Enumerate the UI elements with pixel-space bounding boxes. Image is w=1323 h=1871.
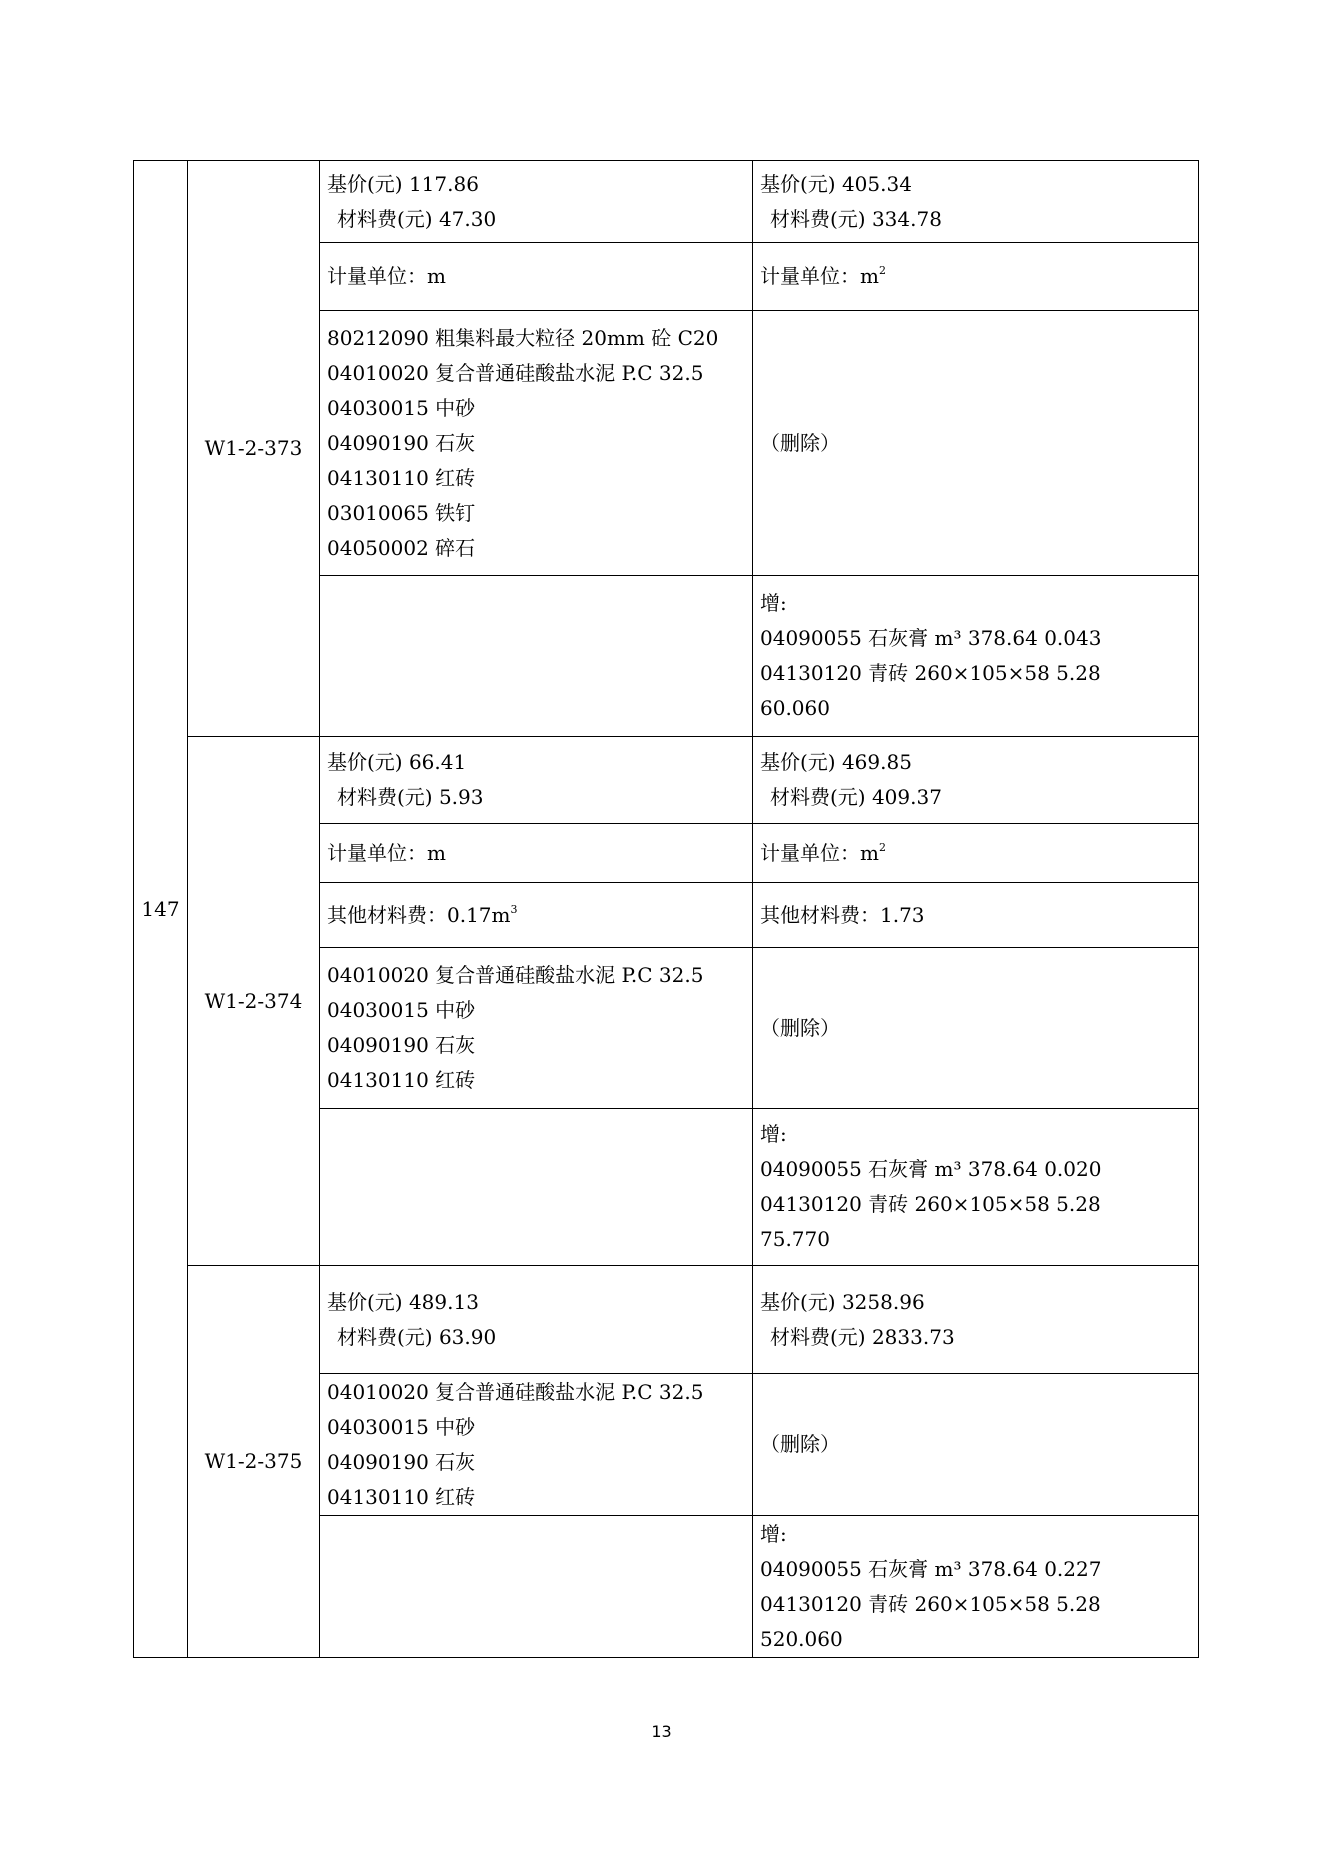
original-unit: 计量单位：m — [320, 243, 753, 311]
revised-material-cost: 材料费(元) 409.37 — [770, 785, 942, 809]
material-line: 04030015 中砂 — [327, 1414, 476, 1439]
revised-price-cell — [753, 161, 1199, 243]
original-price-cell — [320, 1266, 753, 1374]
added-line: 04130120 青砖 260×105×58 5.28 — [760, 661, 1101, 685]
revised-price-cell — [753, 1266, 1199, 1374]
original-unit: 计量单位：m — [320, 824, 753, 883]
material-line: 04130110 红砖 — [327, 1068, 476, 1092]
original-material-cost: 材料费(元) 63.90 — [337, 1324, 497, 1349]
revised-material-cost: 材料费(元) 2833.73 — [770, 1324, 955, 1349]
material-line: 04130110 红砖 — [327, 1484, 476, 1509]
page-number: 13 — [651, 1722, 672, 1741]
added-materials-cell — [753, 576, 1199, 737]
added-materials-cell — [753, 1516, 1199, 1658]
empty-cell — [320, 576, 753, 737]
table-row — [134, 161, 1199, 243]
added-line: 75.770 — [760, 1227, 830, 1251]
revised-price-cell — [753, 737, 1199, 824]
material-line: 04130110 红砖 — [327, 465, 476, 490]
added-line: 520.060 — [760, 1626, 843, 1651]
original-materials-cell — [320, 948, 753, 1109]
added-label: 增: — [760, 1122, 787, 1146]
quota-code: W1-2-374 — [188, 737, 320, 1266]
material-line: 04010020 复合普通硅酸盐水泥 P.C 32.5 — [327, 360, 704, 385]
material-line: 04050002 碎石 — [327, 535, 476, 560]
revised-base-price: 基价(元) 405.34 — [760, 171, 912, 196]
original-price-cell — [320, 737, 753, 824]
added-line: 04130120 青砖 260×105×58 5.28 — [760, 1192, 1101, 1216]
revised-material-cost: 材料费(元) 334.78 — [770, 206, 942, 231]
deleted-note: （删除） — [753, 1374, 1199, 1516]
original-base-price: 基价(元) 66.41 — [327, 750, 467, 774]
original-base-price: 基价(元) 117.86 — [327, 171, 479, 196]
added-line: 04090055 石灰膏 m³ 378.64 0.043 — [760, 626, 1102, 650]
material-line: 04030015 中砂 — [327, 395, 476, 420]
added-label: 增: — [760, 591, 787, 615]
revised-base-price: 基价(元) 469.85 — [760, 750, 912, 774]
deleted-note: （删除） — [753, 948, 1199, 1109]
original-materials-cell — [320, 311, 753, 576]
added-materials-cell — [753, 1109, 1199, 1266]
item-index: 147 — [134, 161, 188, 1658]
added-line: 04090055 石灰膏 m³ 378.64 0.227 — [760, 1556, 1102, 1581]
empty-cell — [320, 1109, 753, 1266]
revised-unit: 计量单位：$m^2$ — [753, 824, 1199, 883]
original-base-price: 基价(元) 489.13 — [327, 1289, 479, 1314]
original-materials-cell — [320, 1374, 753, 1516]
material-line: 04030015 中砂 — [327, 998, 476, 1022]
original-material-cost: 材料费(元) 5.93 — [337, 785, 484, 809]
material-line: 04090190 石灰 — [327, 1033, 476, 1057]
material-line: 04090190 石灰 — [327, 430, 476, 455]
added-line: 04090055 石灰膏 m³ 378.64 0.020 — [760, 1157, 1102, 1181]
revised-other-cost: 其他材料费：1.73 — [753, 883, 1199, 948]
added-line: 60.060 — [760, 696, 830, 720]
original-other-cost: 其他材料费：$0.17m^3$ — [320, 883, 753, 948]
material-line: 04010020 复合普通硅酸盐水泥 P.C 32.5 — [327, 1379, 704, 1404]
deleted-note: （删除） — [753, 311, 1199, 576]
original-price-cell — [320, 161, 753, 243]
quota-code: W1-2-373 — [188, 161, 320, 737]
quota-adjustment-table — [133, 160, 1199, 1658]
revised-base-price: 基价(元) 3258.96 — [760, 1289, 925, 1314]
material-line: 04010020 复合普通硅酸盐水泥 P.C 32.5 — [327, 963, 704, 987]
added-label: 增: — [760, 1521, 787, 1546]
table-row — [134, 737, 1199, 824]
empty-cell — [320, 1516, 753, 1658]
quota-code: W1-2-375 — [188, 1266, 320, 1658]
revised-unit: 计量单位：$m^2$ — [753, 243, 1199, 311]
material-line: 04090190 石灰 — [327, 1449, 476, 1474]
added-line: 04130120 青砖 260×105×58 5.28 — [760, 1591, 1101, 1616]
material-line: 80212090 粗集料最大粒径 20mm 砼 C20 — [327, 325, 719, 350]
material-line: 03010065 铁钉 — [327, 500, 476, 525]
table-row — [134, 1266, 1199, 1374]
original-material-cost: 材料费(元) 47.30 — [337, 206, 497, 231]
